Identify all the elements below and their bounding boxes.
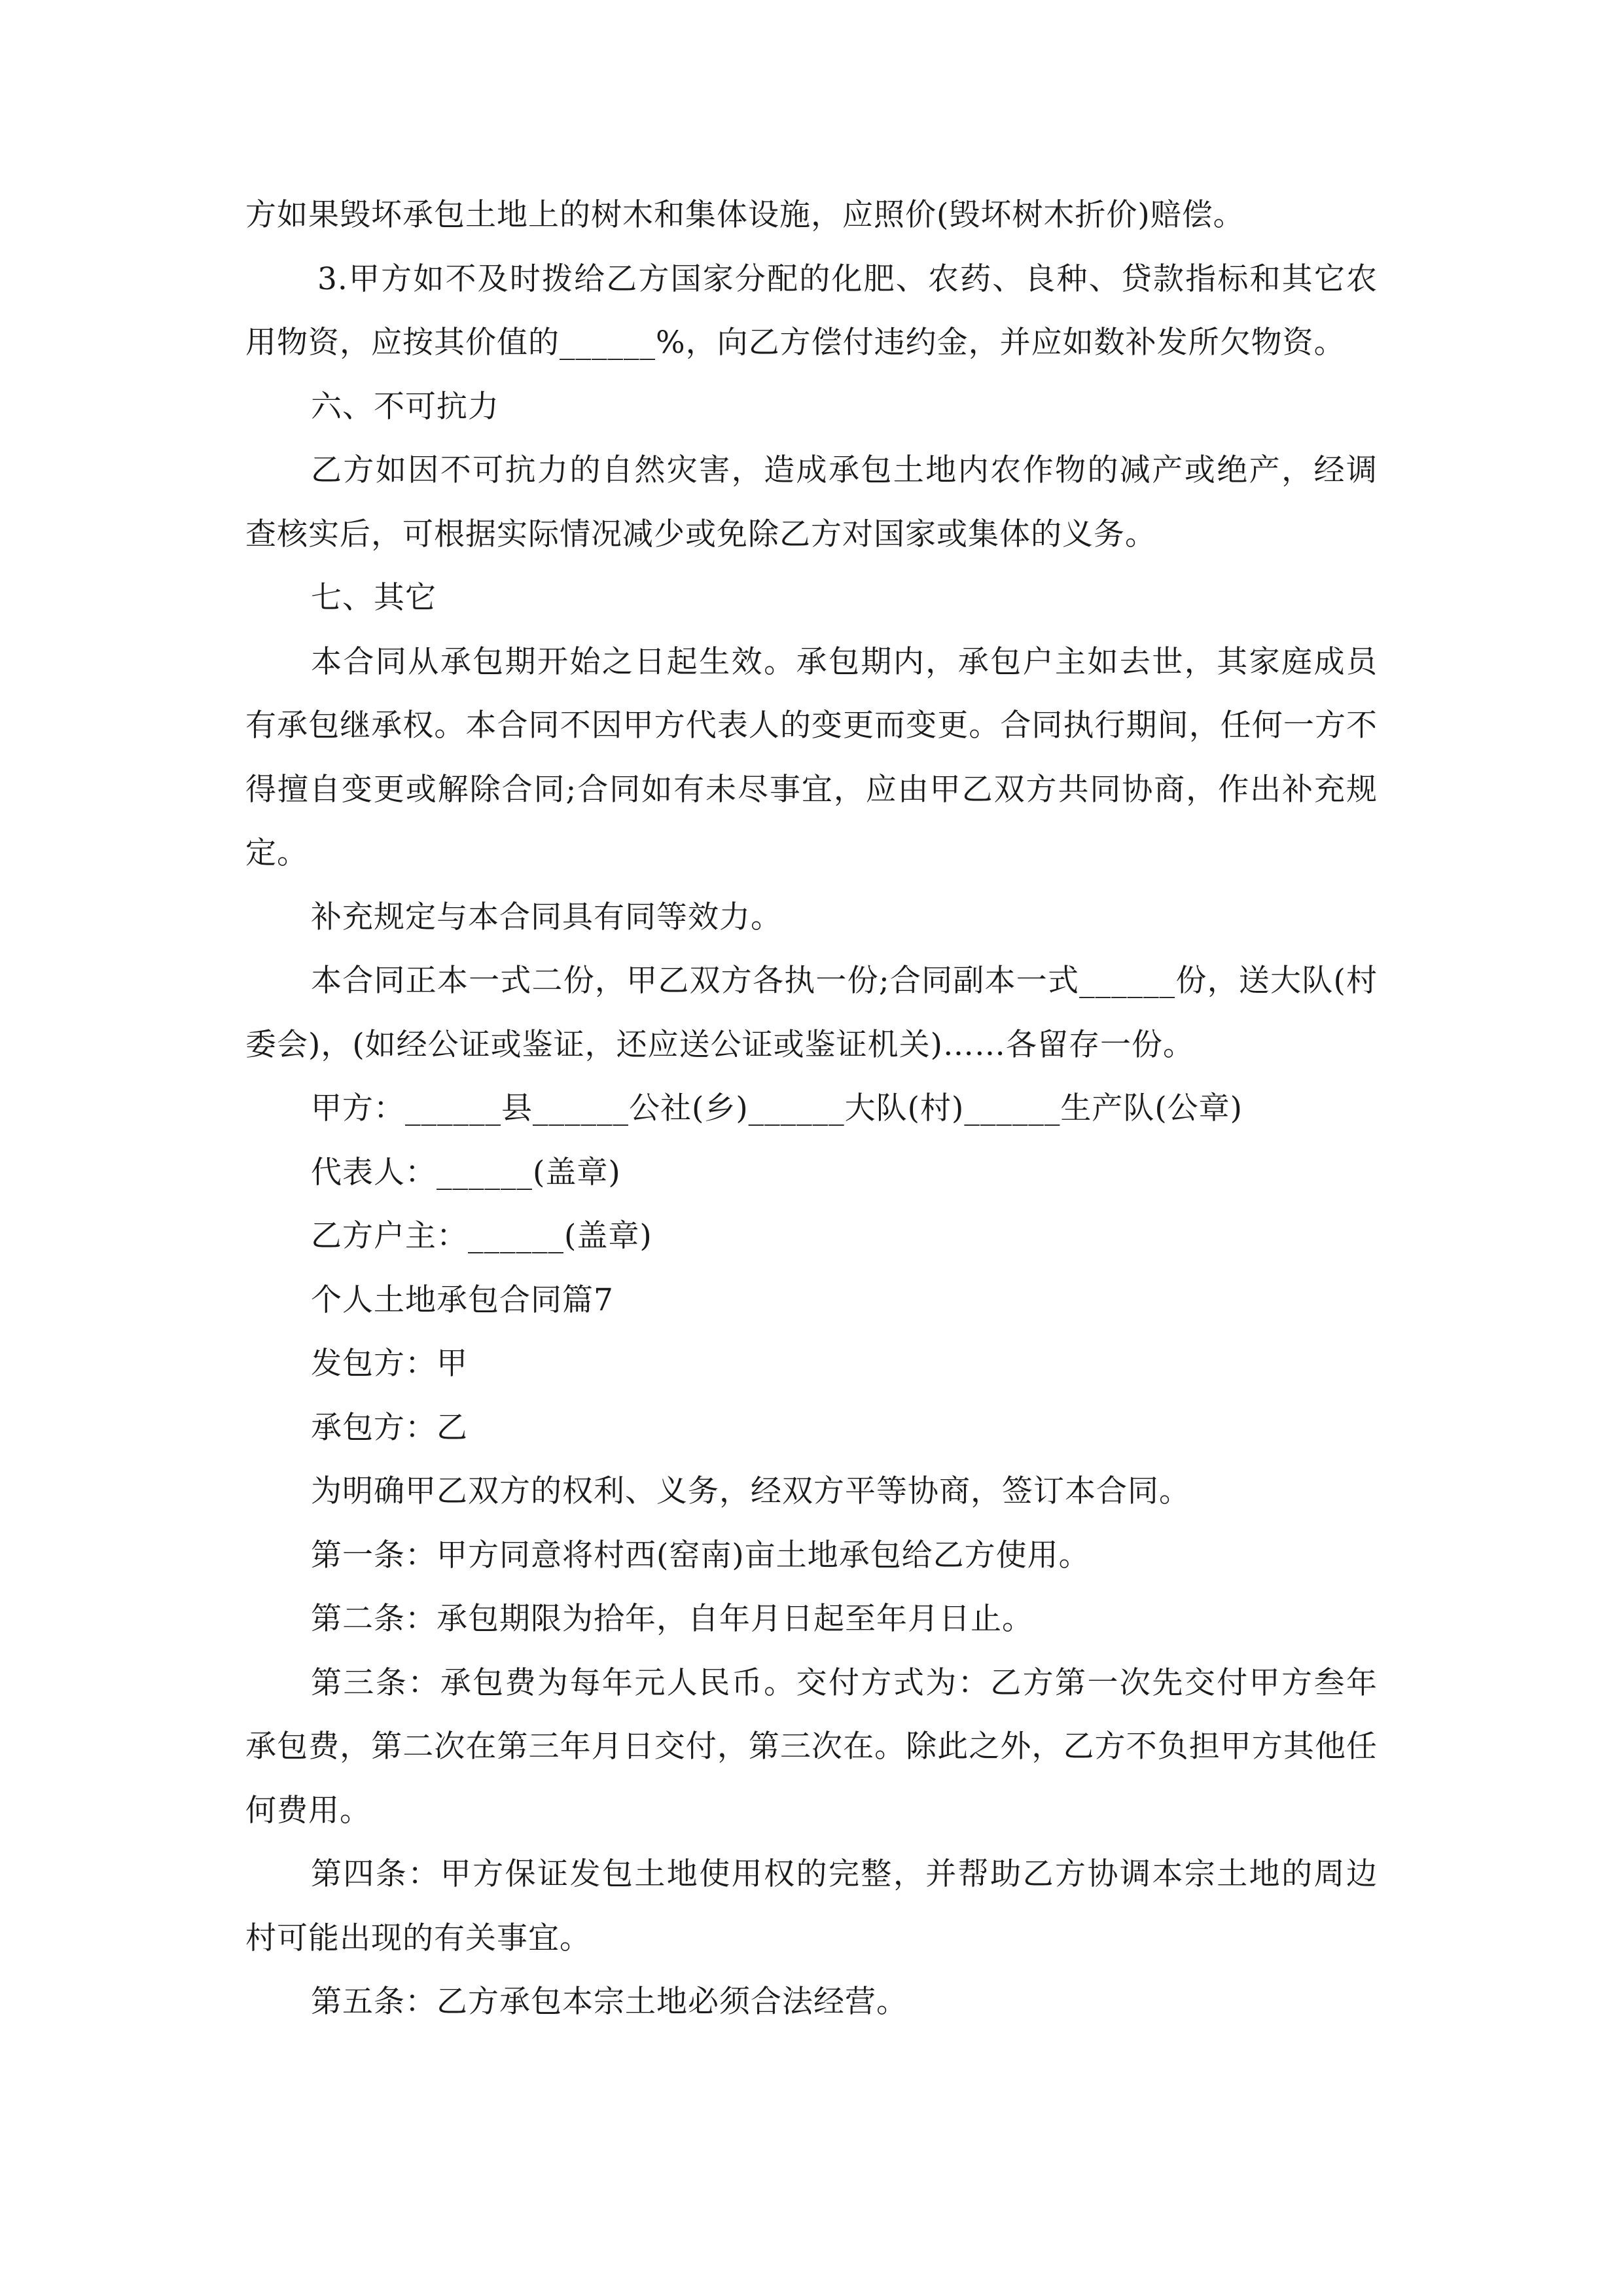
heading-other: 七、其它 [311, 580, 437, 616]
signature-party-b: 乙方户主：______(盖章) [311, 1218, 652, 1254]
signature-party-a: 甲方：______县______公社(乡)______大队(村)______生产队(公章) [311, 1090, 1243, 1126]
article-3: 第三条：承包费为每年元人民币。交付方式为：乙方第一次先交付甲方叁年承包费，第二次在第三年月日交付，第三次在。除此之外，乙方不负担甲方其他任何费用。 [245, 1664, 1378, 1829]
paragraph-copies: 本合同正本一式二份，甲乙双方各执一份;合同副本一式______份，送大队(村委会)，(如经公证或鉴证，还应送公证或鉴证机关)……各留存一份。 [245, 963, 1378, 1063]
paragraph-force-majeure: 乙方如因不可抗力的自然灾害，造成承包土地内农作物的减产或绝产，经调查核实后，可根据实际情况减少或免除乙方对国家或集体的义务。 [245, 452, 1378, 552]
party-contractor: 承包方：乙 [311, 1409, 468, 1446]
article-4: 第四条：甲方保证发包土地使用权的完整，并帮助乙方协调本宗土地的周边村可能出现的有关事宜。 [245, 1856, 1378, 1956]
party-issuer: 发包方：甲 [311, 1346, 468, 1382]
paragraph-supplement: 补充规定与本合同具有同等效力。 [311, 899, 782, 935]
paragraph-clause-3: 3.甲方如不及时拨给乙方国家分配的化肥、农药、良种、贷款指标和其它农用物资，应按其价值的______%，向乙方偿付违约金，并应如数补发所欠物资。 [245, 260, 1378, 361]
paragraph-purpose: 为明确甲乙双方的权利、义务，经双方平等协商，签订本合同。 [311, 1473, 1190, 1509]
paragraph-effective: 本合同从承包期开始之日起生效。承包期内，承包户主如去世，其家庭成员有承包继承权。本合同不因甲方代表人的变更而变更。合同执行期间，任何一方不得擅自变更或解除合同;合同如有未尽事宜，应由甲乙双方共同协商，作出补充规定。 [245, 643, 1378, 871]
section-title-contract-7: 个人土地承包合同篇7 [311, 1282, 614, 1318]
article-1: 第一条：甲方同意将村西(窑南)亩土地承包给乙方使用。 [311, 1537, 1090, 1573]
article-5: 第五条：乙方承包本宗土地必须合法经营。 [311, 1984, 908, 2020]
heading-force-majeure: 六、不可抗力 [311, 388, 499, 425]
article-2: 第二条：承包期限为拾年，自年月日起至年月日止。 [311, 1601, 1033, 1637]
signature-representative: 代表人：______(盖章) [311, 1154, 621, 1191]
paragraph-damage-compensation: 方如果毁坏承包土地上的树木和集体设施，应照价(毁坏树木折价)赔偿。 [245, 197, 1245, 233]
contract-text [245, 183, 1378, 2034]
